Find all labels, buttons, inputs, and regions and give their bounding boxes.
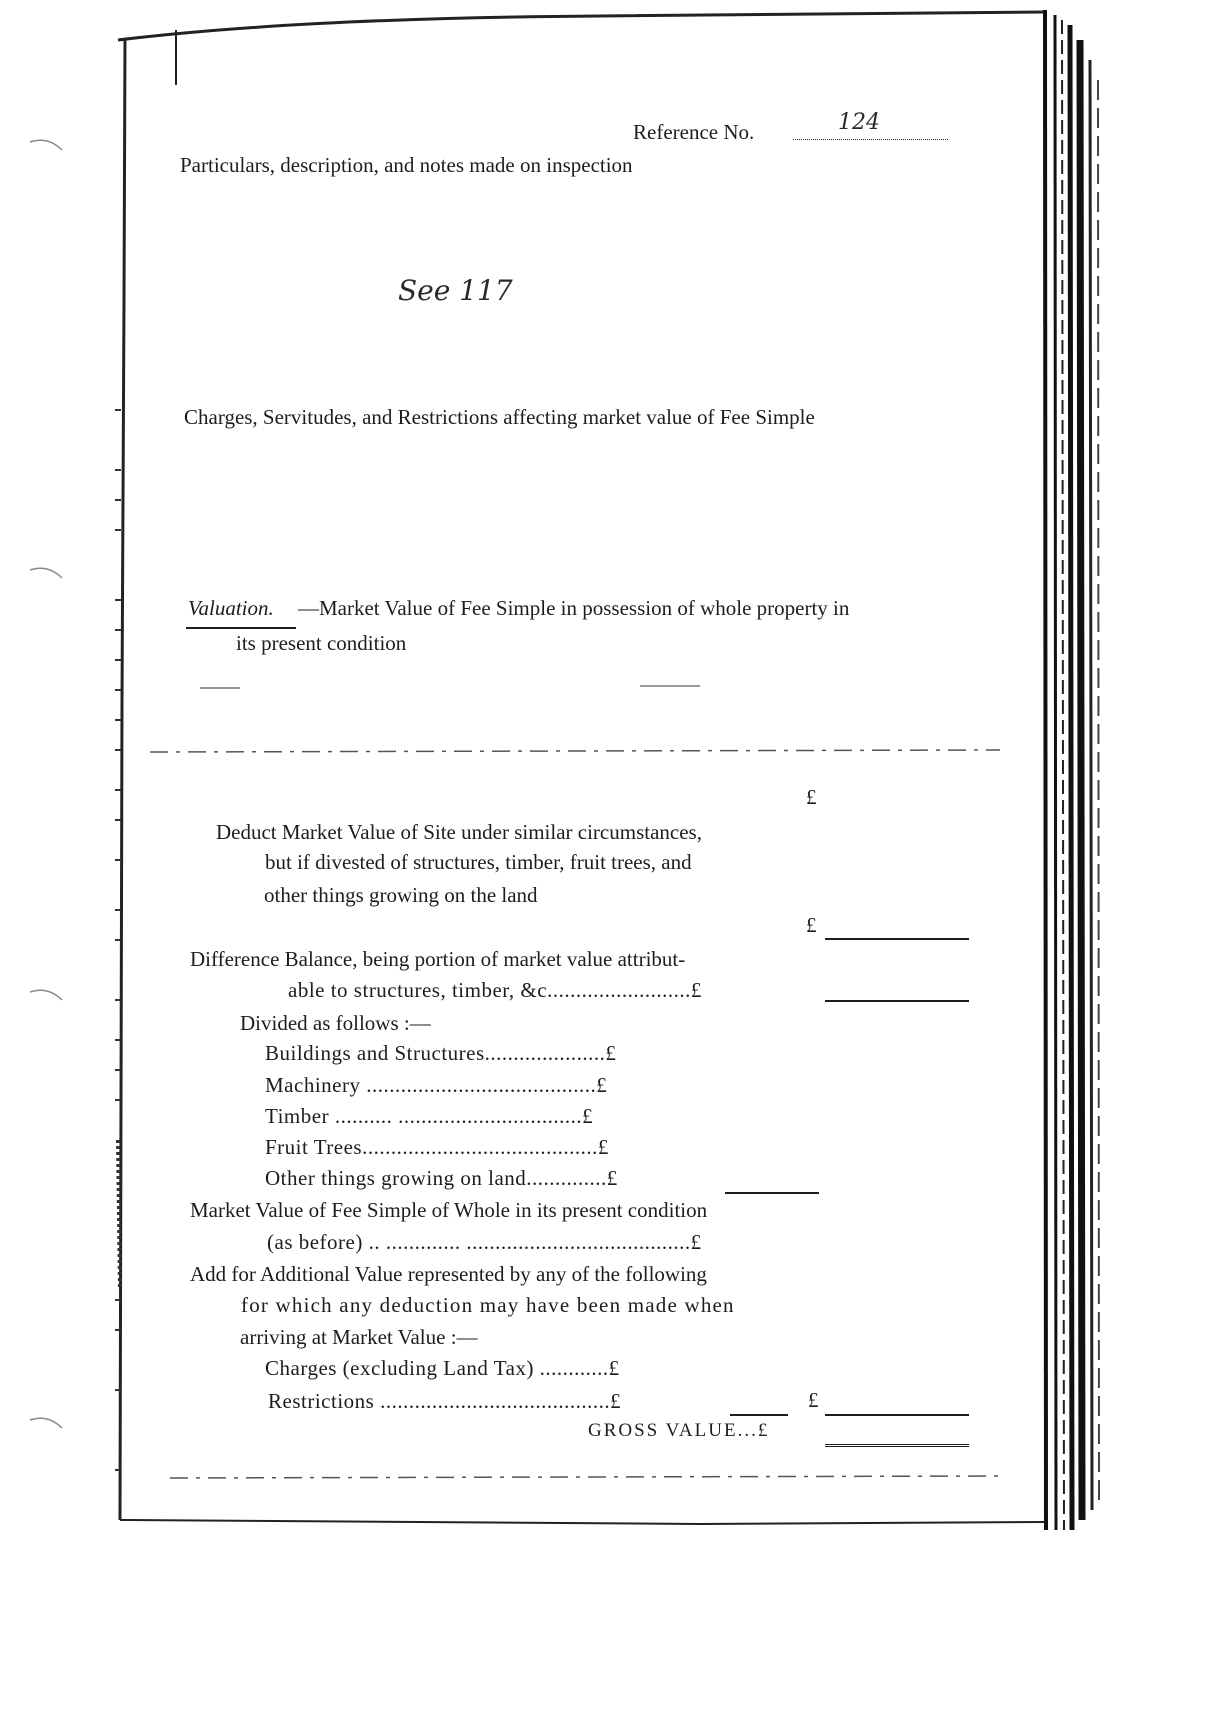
fruit-trees-line: Fruit Trees.........................................£ [265,1135,609,1159]
difference-line-1: Difference Balance, being portion of market value attribut- [190,947,686,971]
site-value-rule [825,938,969,940]
add-line-2: for which any deduction may have been made when [241,1293,735,1317]
deduct-line-3: other things growing on the land [264,883,538,907]
valuation-label: Valuation. [188,596,274,620]
valuation-underline [186,627,296,629]
divided-heading: Divided as follows :— [240,1011,431,1035]
additional-rule [825,1414,969,1416]
timber-line: Timber .......... ................................£ [265,1104,594,1128]
market-whole-line-1: Market Value of Fee Simple of Whole in its present condition [190,1198,708,1222]
reference-underline [793,139,948,140]
deduct-line-1: Deduct Market Value of Site under similar circumstances, [216,820,702,844]
handwritten-see-note: See 117 [398,274,513,307]
pound-sign-site-value: £ [806,913,817,937]
gross-value-line: GROSS VALUE...£ [588,1420,770,1441]
reference-number: 124 [838,110,880,135]
buildings-line: Buildings and Structures.....................£ [265,1041,617,1065]
gross-value-double-rule [825,1444,969,1447]
restrictions-rule [730,1414,788,1416]
difference-line-2: able to structures, timber, &c.........................£ [288,978,702,1002]
valuation-text-1: —Market Value of Fee Simple in possession of whole property in [298,596,850,620]
particulars-heading: Particulars, description, and notes made on inspection [180,153,633,177]
charges-excluding-land-tax-line: Charges (excluding Land Tax) ............£ [265,1356,620,1380]
other-things-line: Other things growing on land..............£ [265,1166,618,1190]
add-line-1: Add for Additional Value represented by any of the following [190,1262,707,1286]
add-line-3: arriving at Market Value :— [240,1325,478,1349]
valuation-text-2: its present condition [236,631,407,655]
machinery-line: Machinery ........................................£ [265,1073,608,1097]
charges-heading: Charges, Servitudes, and Restrictions affecting market value of Fee Simple [184,405,815,429]
reference-label: Reference No. [633,120,755,144]
pound-sign-market-value: £ [806,785,817,809]
pound-sign-additional: £ [808,1388,819,1412]
subtotal-rule [725,1192,819,1194]
restrictions-line: Restrictions ........................................£ [268,1389,622,1413]
deduct-line-2: but if divested of structures, timber, fruit trees, and [265,850,692,874]
difference-rule [825,1000,969,1002]
market-whole-line-2: (as before) .. ............. .......................................£ [267,1230,702,1254]
